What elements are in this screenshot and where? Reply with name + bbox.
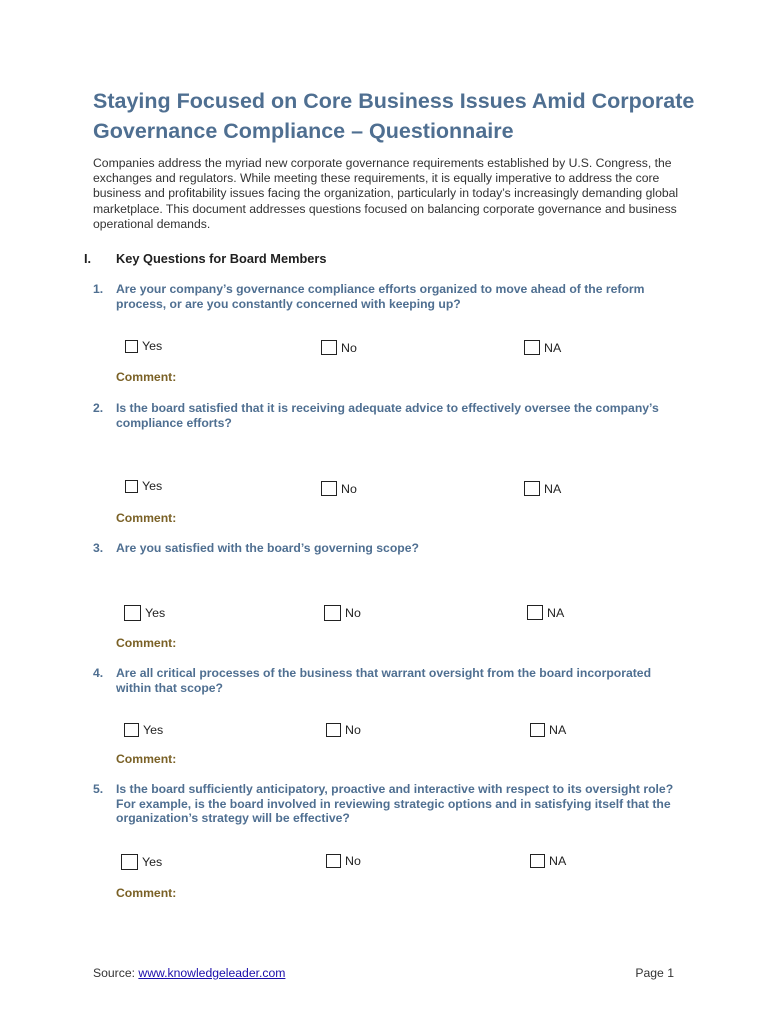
q5-na-label: NA: [549, 854, 567, 868]
q4-comment-label: Comment:: [116, 752, 177, 766]
q2-na-checkbox[interactable]: [524, 481, 540, 496]
q3-na-option[interactable]: [527, 605, 564, 620]
q3-no-option[interactable]: [324, 605, 361, 621]
q4-na-checkbox[interactable]: [530, 723, 545, 737]
question-text: Are your company’s governance compliance efforts organized to move ahead of the reform process, or are you constantly concerned with keeping up?: [116, 282, 645, 311]
q3-na-checkbox[interactable]: [527, 605, 543, 620]
footer-source-label: Source:: [93, 966, 139, 980]
q2-yes-checkbox[interactable]: [125, 480, 138, 493]
q4-no-option[interactable]: [326, 723, 361, 737]
q5-comment-label: Comment:: [116, 886, 177, 900]
q5-no-label: No: [345, 854, 361, 868]
q5-na-checkbox[interactable]: [530, 854, 545, 868]
q1-no-option[interactable]: [321, 340, 357, 355]
question-text: Are all critical processes of the business that warrant oversight from the board incorporated within that scope?: [116, 666, 652, 695]
question-number: 5.: [93, 782, 104, 796]
q3-comment-label: Comment:: [116, 636, 177, 650]
question-3: [93, 541, 683, 556]
q1-na-checkbox[interactable]: [524, 340, 540, 355]
q4-na-label: NA: [549, 723, 567, 737]
question-number: 2.: [93, 401, 104, 415]
q3-no-checkbox[interactable]: [324, 605, 341, 621]
question-4: [93, 666, 683, 695]
q4-yes-label: Yes: [143, 723, 164, 737]
section-number: I.: [84, 251, 92, 266]
q5-na-option[interactable]: [530, 854, 566, 868]
q5-yes-checkbox[interactable]: [121, 854, 138, 870]
q2-no-label: No: [341, 481, 357, 496]
question-2: [93, 401, 683, 430]
q5-yes-label: Yes: [142, 855, 163, 869]
q2-comment-label: Comment:: [116, 511, 177, 525]
q2-na-label: NA: [544, 481, 562, 496]
question-text: Is the board satisfied that it is receiving adequate advice to effectively oversee the company’s compliance efforts?: [116, 401, 659, 430]
page-title: Staying Focused on Core Business Issues Amid Corporate Governance Compliance – Questionnaire: [93, 89, 695, 143]
footer-source-link[interactable]: www.knowledgeleader.com: [138, 966, 286, 980]
question-5: [93, 782, 683, 826]
intro-paragraph: Companies address the myriad new corporate governance requirements established by U.S. Congress, the exchanges and regulators. While meeting these requirements, it is equally imperative to address the core business and profitability issues facing the organization, particularly in today’s increasingly demanding global marketplace. This document addresses questions focused on balancing corporate governance and business operational demands.: [93, 156, 679, 231]
q2-yes-label: Yes: [142, 479, 163, 493]
q1-no-label: No: [341, 340, 357, 355]
question-number: 4.: [93, 666, 104, 680]
question-1: [93, 282, 683, 311]
q4-no-label: No: [345, 723, 361, 737]
question-number: 1.: [93, 282, 104, 296]
q1-yes-label: Yes: [142, 339, 163, 353]
q3-na-label: NA: [547, 605, 565, 620]
q1-na-label: NA: [544, 340, 562, 355]
q3-yes-label: Yes: [145, 606, 166, 620]
question-text: Are you satisfied with the board’s governing scope?: [116, 541, 419, 555]
page-number: Page 1: [635, 966, 674, 980]
q5-no-checkbox[interactable]: [326, 854, 341, 868]
q1-comment-label: Comment:: [116, 370, 177, 384]
q1-yes-checkbox[interactable]: [125, 340, 138, 353]
q1-yes-option[interactable]: [125, 339, 162, 353]
q3-yes-checkbox[interactable]: [124, 605, 141, 621]
q4-na-option[interactable]: [530, 723, 566, 737]
q4-yes-checkbox[interactable]: [124, 723, 139, 737]
q2-no-checkbox[interactable]: [321, 481, 337, 496]
q1-na-option[interactable]: [524, 340, 561, 355]
q3-no-label: No: [345, 606, 361, 620]
question-text: Is the board sufficiently anticipatory, proactive and interactive with respect to its oversight role? For example, is the board involved in reviewing strategic options and in satisfying itself that the organization’s strategy will be effective?: [116, 782, 674, 826]
q2-no-option[interactable]: [321, 481, 357, 496]
footer-source: [93, 966, 285, 980]
section-title: Key Questions for Board Members: [116, 251, 327, 266]
q4-no-checkbox[interactable]: [326, 723, 341, 737]
q5-no-option[interactable]: [326, 854, 361, 868]
q1-no-checkbox[interactable]: [321, 340, 337, 355]
q2-na-option[interactable]: [524, 481, 561, 496]
q3-yes-option[interactable]: [124, 605, 165, 621]
q4-yes-option[interactable]: [124, 723, 163, 737]
question-number: 3.: [93, 541, 104, 555]
q5-yes-option[interactable]: [121, 854, 162, 870]
q2-yes-option[interactable]: [125, 479, 162, 493]
